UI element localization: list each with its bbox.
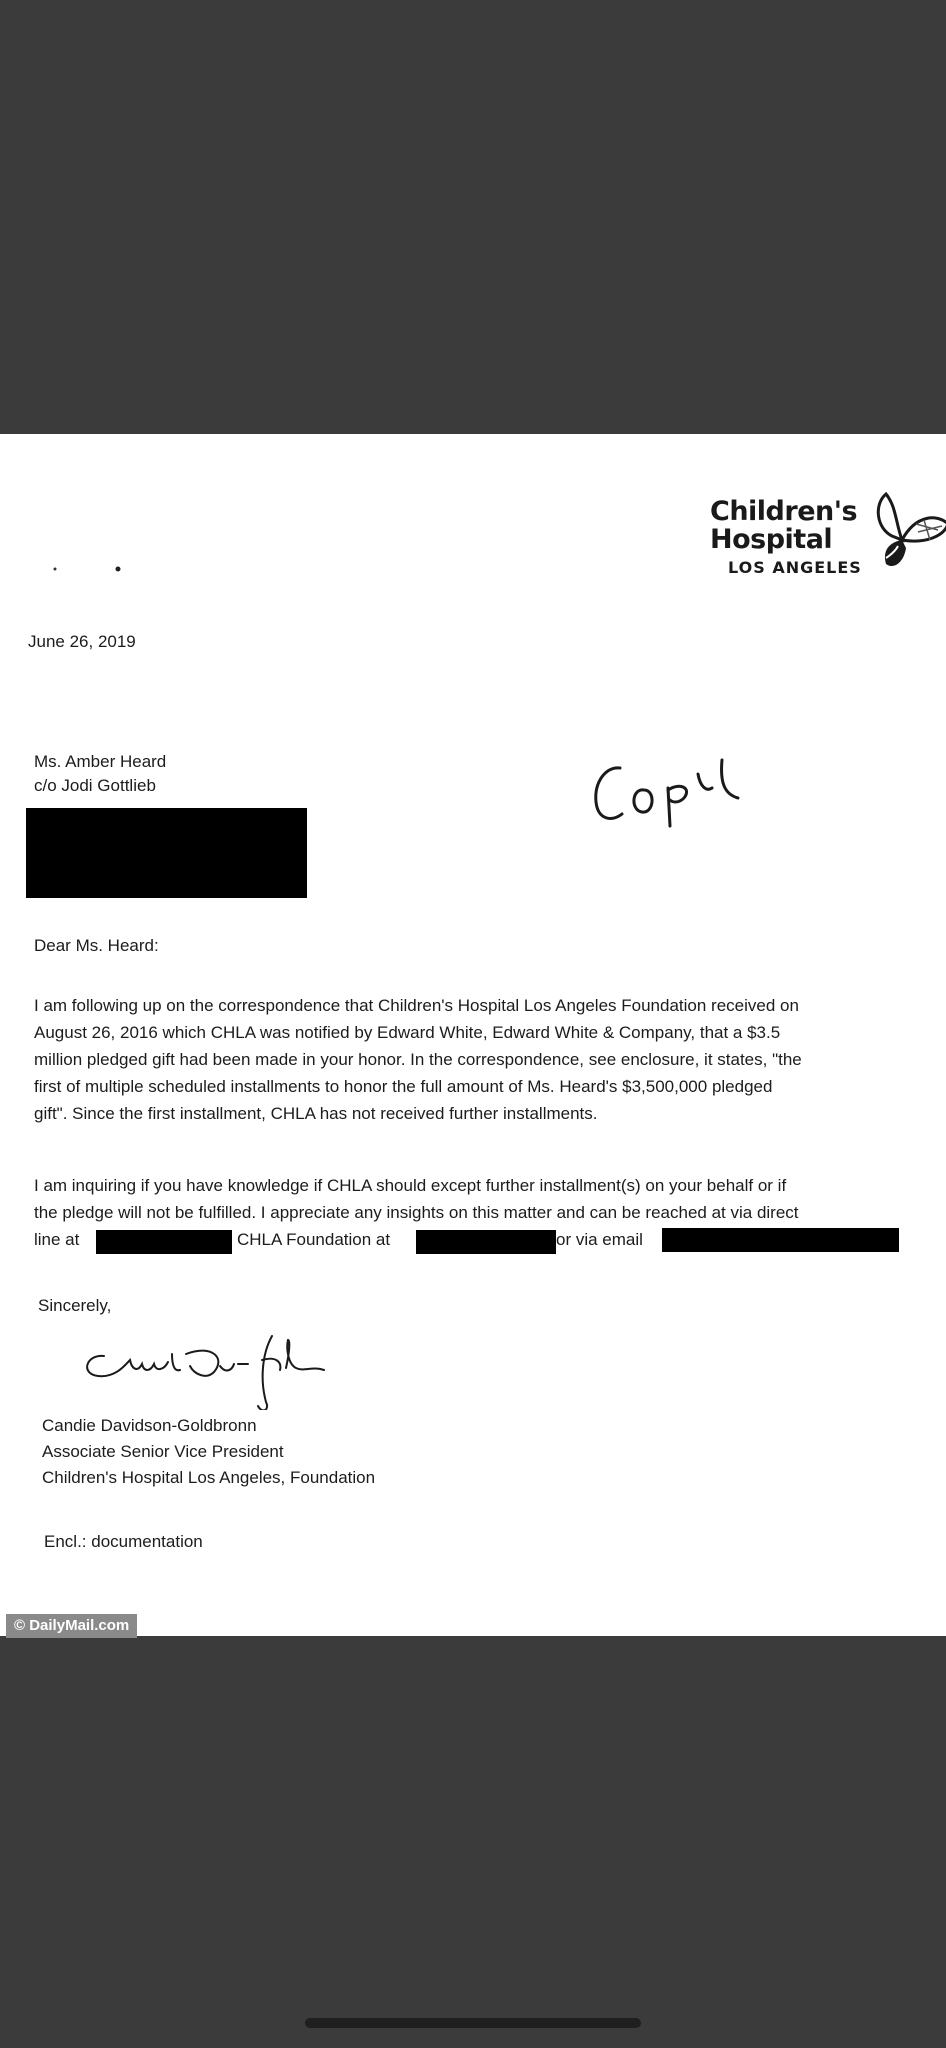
signer-organization: Children's Hospital Los Angeles, Foundation bbox=[42, 1468, 376, 1487]
redacted-address-block bbox=[26, 808, 307, 898]
signer-title: Associate Senior Vice President bbox=[42, 1442, 284, 1461]
chla-logo bbox=[706, 496, 946, 606]
logo-line-childrens: Children's bbox=[710, 496, 858, 527]
contact-line-part3: or via email bbox=[556, 1230, 643, 1249]
dailymail-watermark: © DailyMail.com bbox=[6, 1614, 137, 1638]
logo-line-hospital: Hospital bbox=[710, 524, 833, 555]
recipient-name: Ms. Amber Heard bbox=[34, 752, 167, 771]
handwritten-copy-mark bbox=[588, 752, 748, 832]
enclosure-note: Encl.: documentation bbox=[44, 1532, 203, 1551]
closing: Sincerely, bbox=[38, 1296, 112, 1315]
logo-line-los-angeles: LOS ANGELES bbox=[728, 558, 862, 577]
scan-specks bbox=[52, 564, 132, 574]
paragraph1-line3: million pledged gift had been made in your honor. In the correspondence, see enclosure, it states, "the bbox=[34, 1050, 802, 1069]
home-indicator[interactable] bbox=[305, 2018, 641, 2028]
redacted-direct-line bbox=[96, 1230, 232, 1254]
paragraph1-line4: first of multiple scheduled installments to honor the full amount of Ms. Heard's $3,500,000 pledged bbox=[34, 1077, 773, 1096]
redacted-email bbox=[662, 1228, 899, 1252]
paragraph1-line5: gift". Since the first installment, CHLA has not received further installments. bbox=[34, 1104, 598, 1123]
paragraph1-line2: August 26, 2016 which CHLA was notified by Edward White, Edward White & Company, that a $3.5 bbox=[34, 1023, 781, 1042]
handwritten-signature bbox=[76, 1330, 336, 1410]
letter-date: June 26, 2019 bbox=[28, 632, 136, 651]
recipient-care-of: c/o Jodi Gottlieb bbox=[34, 776, 156, 795]
paragraph1-line1: I am following up on the correspondence that Children's Hospital Los Angeles Foundation received on bbox=[34, 996, 799, 1015]
salutation: Dear Ms. Heard: bbox=[34, 936, 159, 955]
letter-document bbox=[0, 434, 946, 1636]
butterfly-icon bbox=[872, 484, 946, 574]
contact-line-part2: CHLA Foundation at bbox=[237, 1230, 391, 1249]
contact-line-part1: line at bbox=[34, 1230, 80, 1249]
signer-name: Candie Davidson-Goldbronn bbox=[42, 1416, 257, 1435]
redacted-foundation-number bbox=[416, 1230, 556, 1254]
paragraph2-line2: the pledge will not be fulfilled. I appreciate any insights on this matter and can be reached at via direct bbox=[34, 1203, 799, 1222]
paragraph2-line1: I am inquiring if you have knowledge if CHLA should except further installment(s) on your behalf or if bbox=[34, 1176, 787, 1195]
